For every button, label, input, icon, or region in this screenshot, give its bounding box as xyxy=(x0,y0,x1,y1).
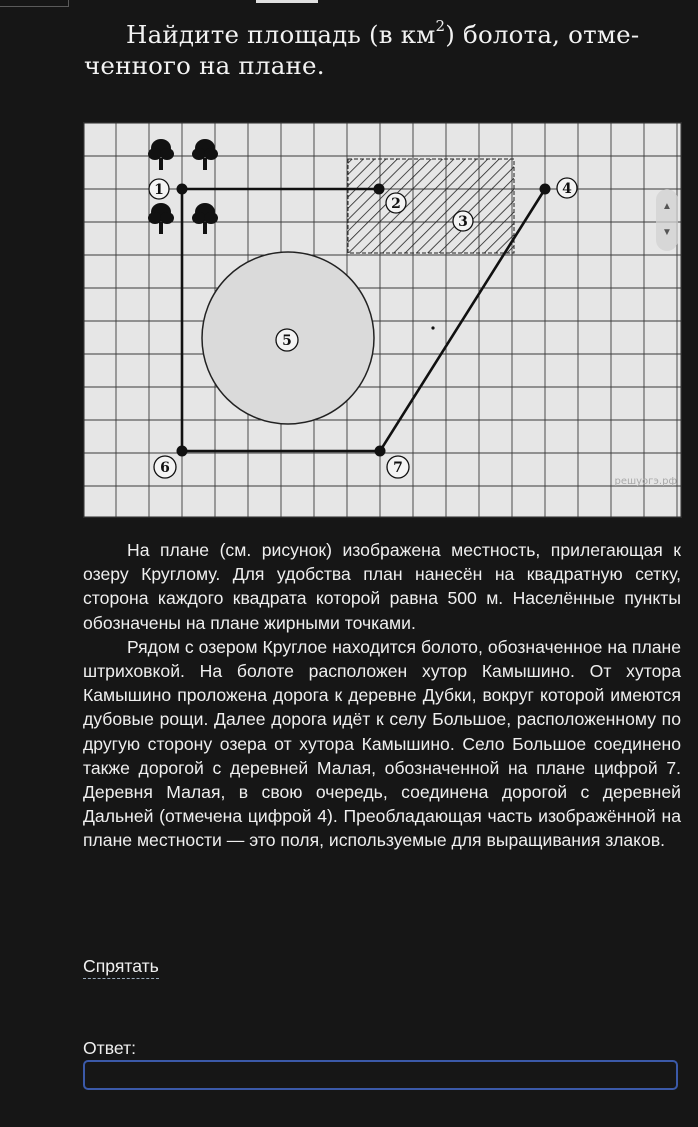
label-7 xyxy=(387,456,409,478)
settlement-dot-6 xyxy=(177,446,188,457)
description-paragraph-2: Рядом с озером Круглое находится болото, обозначенное на плане штриховкой. На болоте расположен хутор Камышино. От хутора Камышино проложена дорога к деревне Дубки, вокруг которой имеются дубовые рощи. Далее дорога идёт к селу Большое, расположенному по другую сторону озера от хутора Камышино. Село Большое соединено также дорогой с деревней Малая, обозначенной на плане цифрой 7. Деревня Малая, в свою очередь, соединена дорогой с деревней Дальней (отмечена цифрой 4). Преобладающая часть изображённой на плане местности — это поля, используемые для выращивания злаков. xyxy=(83,636,681,851)
small-dot xyxy=(431,326,434,329)
svg-text:3: 3 xyxy=(458,214,468,230)
answer-input[interactable] xyxy=(83,1060,678,1090)
svg-text:4: 4 xyxy=(562,181,572,197)
label-5 xyxy=(276,329,298,351)
label-2 xyxy=(386,193,406,213)
top-divider xyxy=(0,0,69,7)
label-4 xyxy=(557,178,577,198)
watermark: решуогэ.рф xyxy=(614,476,677,487)
svg-text:1: 1 xyxy=(154,182,164,198)
answer-label: Ответ: xyxy=(83,1038,137,1058)
plan-svg xyxy=(83,122,682,518)
settlement-dot-7 xyxy=(375,446,386,457)
label-1 xyxy=(149,179,169,199)
chevron-down-icon[interactable]: ▼ xyxy=(662,227,672,238)
top-tab-indicator xyxy=(256,0,318,3)
question-line2: ченного на плане. xyxy=(84,51,325,81)
svg-text:7: 7 xyxy=(393,460,403,476)
settlement-dot-4 xyxy=(540,184,551,195)
label-6 xyxy=(154,456,176,478)
label-3 xyxy=(453,211,473,231)
question-superscript: 2 xyxy=(435,17,446,35)
settlement-dot-2 xyxy=(374,184,385,195)
question-text xyxy=(84,14,684,81)
chevron-up-icon[interactable]: ▲ xyxy=(662,201,672,212)
swamp-hatched-area xyxy=(348,159,514,253)
scroll-handle[interactable] xyxy=(656,189,678,251)
svg-text:2: 2 xyxy=(391,196,401,212)
plan-description xyxy=(83,538,681,853)
hide-text-link[interactable]: Спрятать xyxy=(83,954,159,979)
terrain-plan-figure xyxy=(83,122,682,518)
svg-text:6: 6 xyxy=(160,460,170,476)
question-line1-start: Найдите площадь (в км xyxy=(126,20,436,50)
question-line1-end: ) болота, отме- xyxy=(445,20,640,50)
settlement-dot-1 xyxy=(177,184,188,195)
description-paragraph-1: На плане (см. рисунок) изображена местность, прилегающая к озеру Круглому. Для удобства план нанесён на квадратную сетку, сторона каждого квадрата которой равна 500 м. Населённые пункты обозначены на плане жирными точками. xyxy=(83,540,681,633)
svg-text:5: 5 xyxy=(282,333,292,349)
